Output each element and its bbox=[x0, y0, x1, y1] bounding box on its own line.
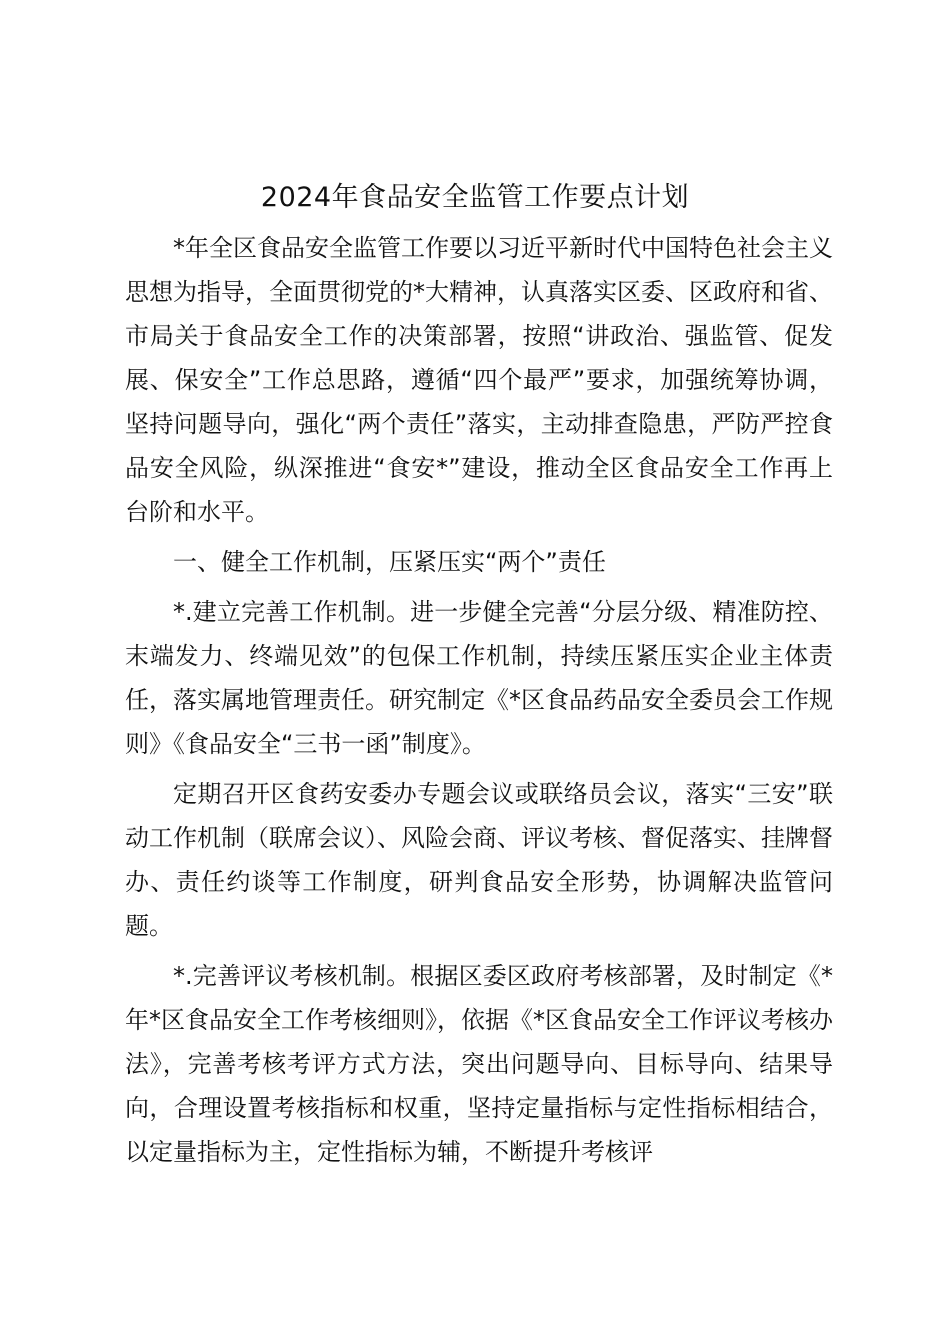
section-heading: 一、健全工作机制，压紧压实“两个”责任 bbox=[173, 548, 606, 576]
intro-paragraph: *年全区食品安全监管工作要以习近平新时代中国特色社会主义思想为指导，全面贯彻党的*大精神，认真落实区委、区政府和省、市局关于食品安全工作的决策部署，按照“讲政治、强监管、促发展、保安全”工作总思路，遵循“四个最严”要求，加强统筹协调，坚持问题导向，强化“两个责任”落实，主动排查隐患，严防严控食品安全风险，纵深推进“食安*”建设，推动全区食品安全工作再上台阶和水平。 bbox=[125, 234, 833, 526]
body-paragraph: *.完善评议考核机制。根据区委区政府考核部署，及时制定《*年*区食品安全工作考核细则》，依据《*区食品安全工作评议考核办法》，完善考核考评方式方法，突出问题导向、目标导向、结果导向，合理设置考核指标和权重，坚持定量指标与定性指标相结合，以定量指标为主，定性指标为辅，不断提升考核评 bbox=[125, 962, 833, 1166]
document-title: 2024年食品安全监管工作要点计划 bbox=[260, 182, 690, 213]
document-body bbox=[125, 226, 833, 1174]
body-paragraph: *.建立完善工作机制。进一步健全完善“分层分级、精准防控、末端发力、终端见效”的包保工作机制，持续压紧压实企业主体责任，落实属地管理责任。研究制定《*区食品药品安全委员会工作规则》《食品安全“三书一函”制度》。 bbox=[125, 598, 833, 758]
body-paragraph: 定期召开区食药安委办专题会议或联络员会议，落实“三安”联动工作机制（联席会议）、风险会商、评议考核、督促落实、挂牌督办、责任约谈等工作制度，研判食品安全形势，协调解决监管问题。 bbox=[125, 780, 833, 940]
